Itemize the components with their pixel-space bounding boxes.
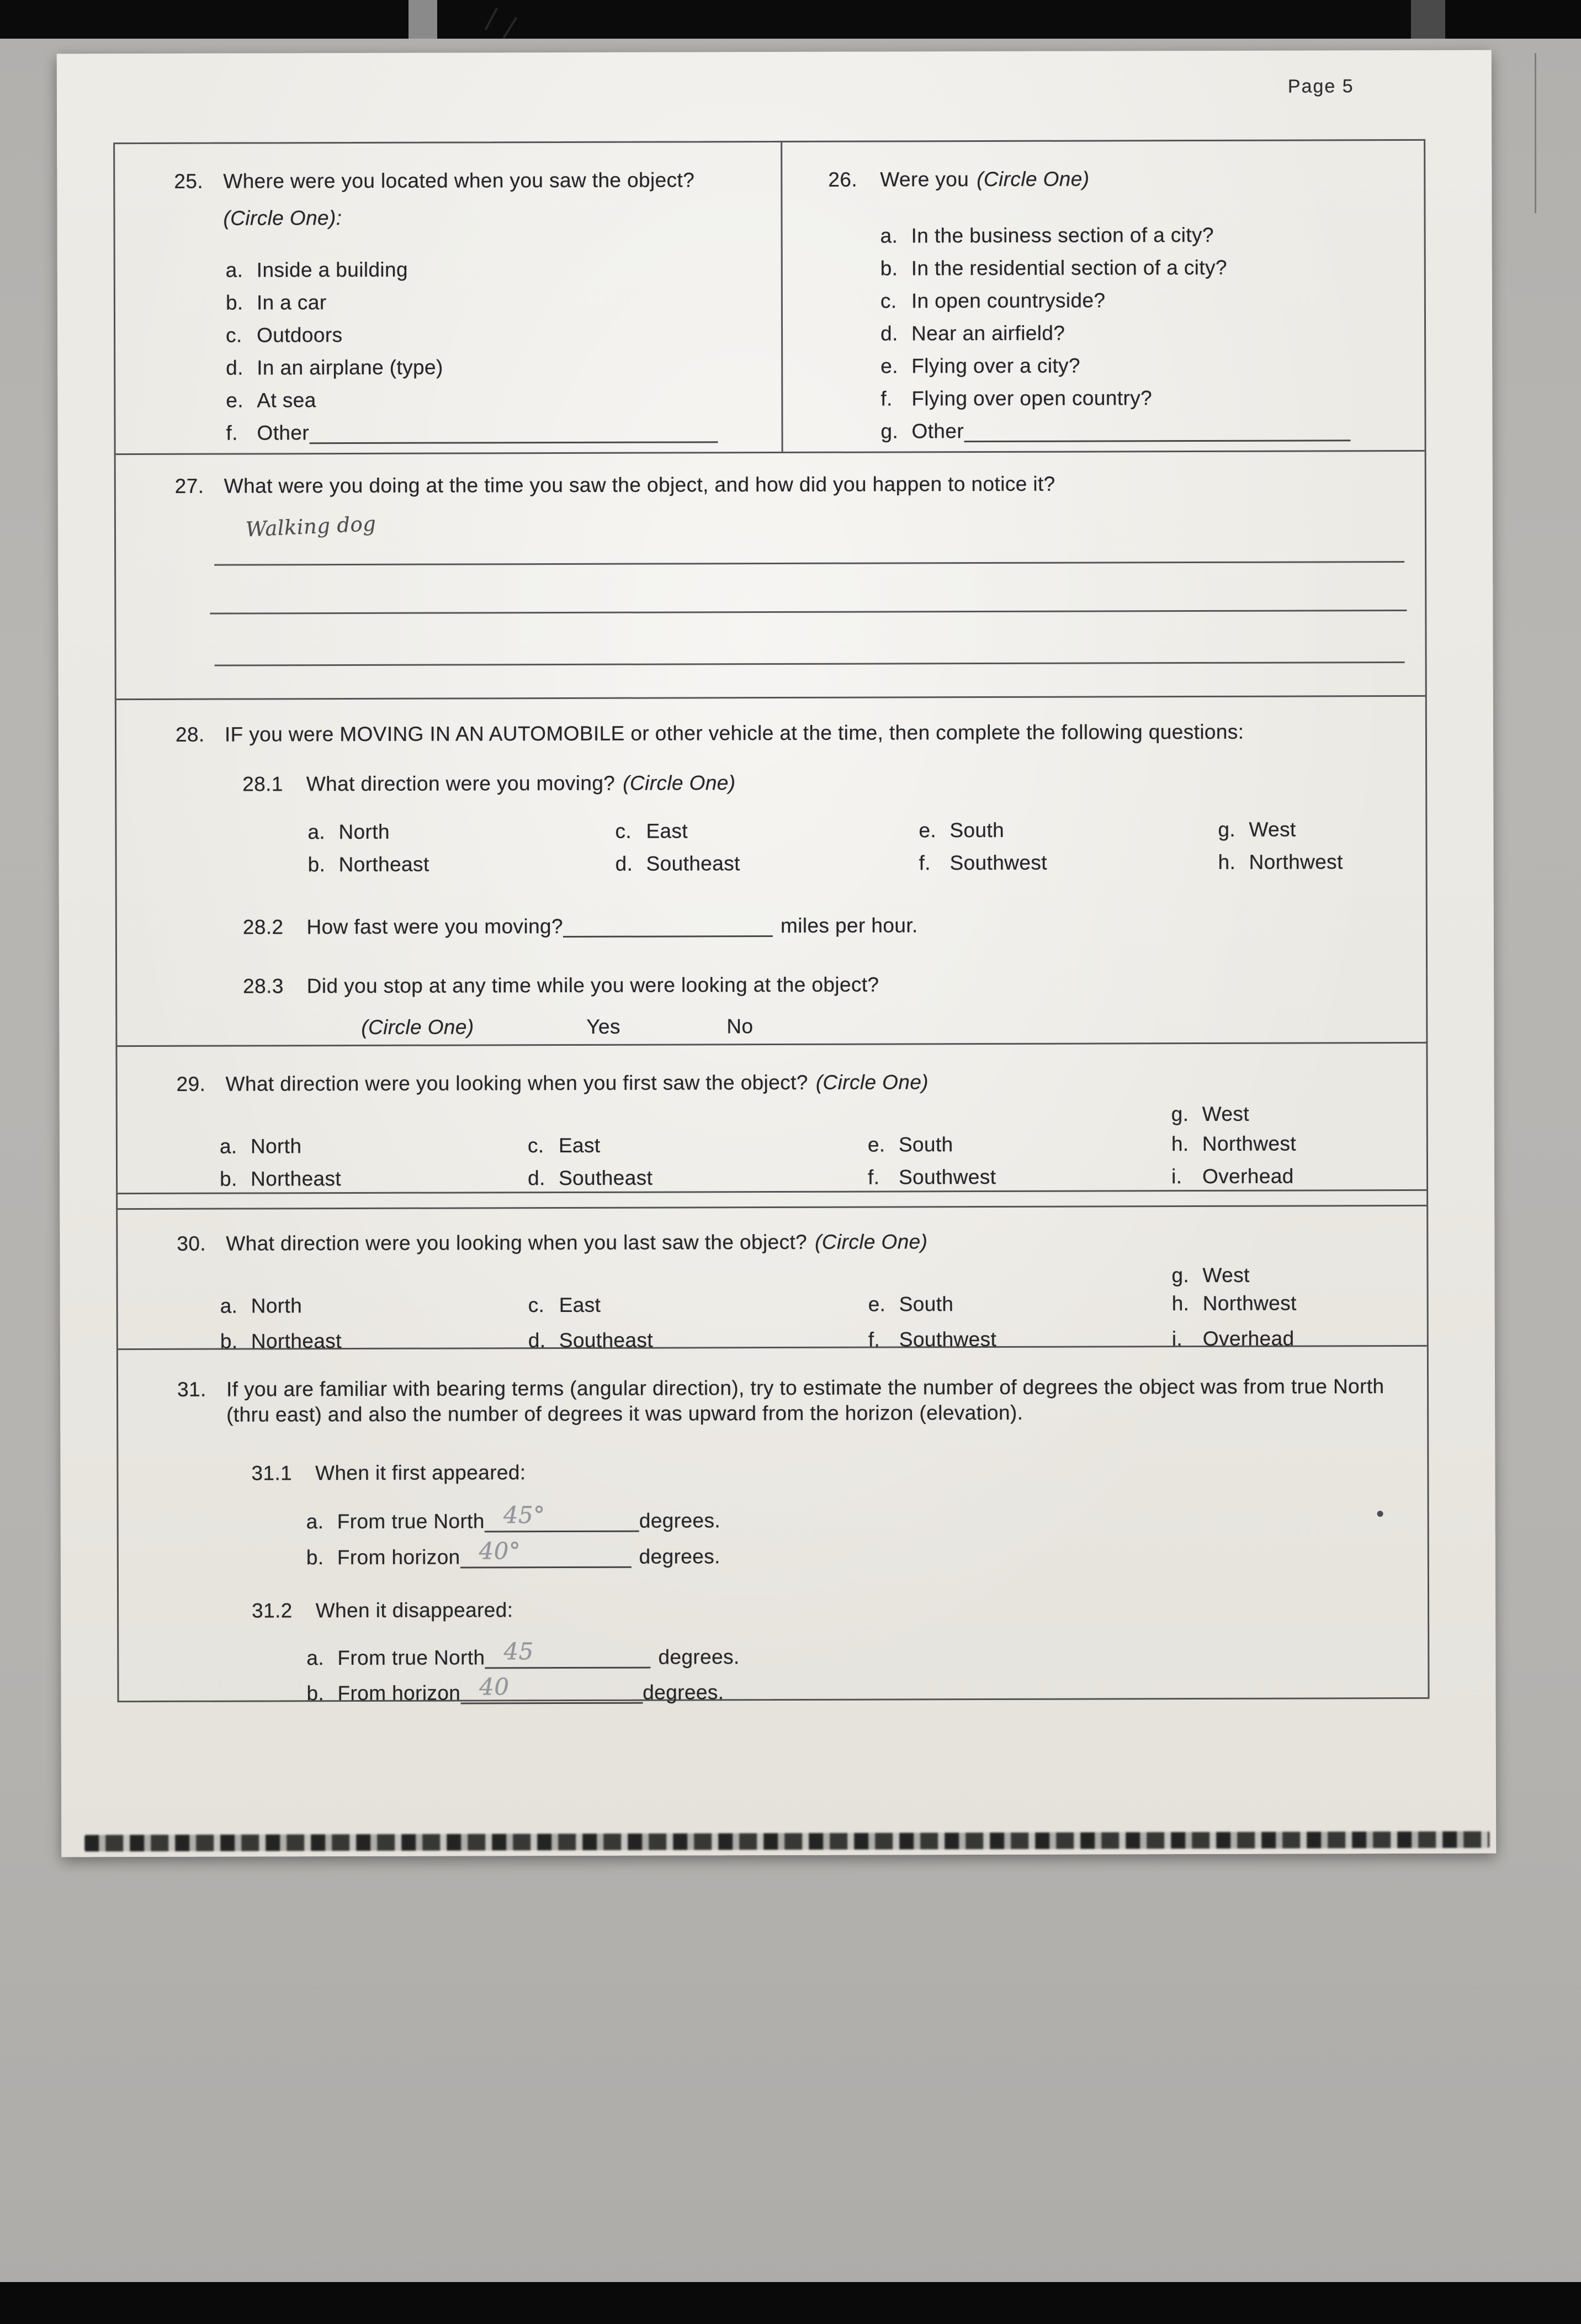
q28-number: 28.	[175, 723, 205, 746]
option-letter: g.	[1171, 1103, 1189, 1126]
q31-1-title	[251, 1460, 526, 1486]
field-suffix: degrees.	[643, 1681, 724, 1704]
option-label: Northwest	[1249, 850, 1343, 874]
q28-1-option-b	[308, 852, 429, 878]
field-label: From horizon	[337, 1545, 460, 1569]
option-label: Overhead	[1202, 1164, 1294, 1188]
option-label: In open countryside?	[911, 289, 1106, 313]
section-q25-q26	[115, 141, 1424, 455]
q25-title: Where were you located when you saw the object?	[223, 168, 695, 193]
handwritten-value: 40	[479, 1672, 510, 1700]
option-label: East	[646, 819, 688, 843]
option-label: West	[1249, 818, 1296, 841]
q28-2-suffix: miles per hour.	[780, 914, 918, 937]
q29-option-b	[220, 1166, 341, 1192]
q28-1-option-f	[919, 850, 1047, 876]
handwritten-value: 40°	[479, 1537, 521, 1564]
q29-title	[226, 1070, 929, 1097]
q28-3-title-text: Did you stop at any time while you were looking at the object?	[306, 973, 879, 998]
q31-number: 31.	[177, 1378, 206, 1401]
option-letter: d.	[615, 852, 633, 875]
q28-3-no: No	[726, 1015, 754, 1038]
scan-bottom-edge	[0, 2282, 1581, 2324]
q30-option-h	[1172, 1291, 1297, 1317]
q28-1-option-c	[615, 818, 688, 844]
option-label: At sea	[257, 389, 316, 412]
option-label: Inside a building	[256, 258, 408, 282]
option-label: Flying over open country?	[911, 387, 1153, 410]
q30-option-c	[528, 1293, 601, 1319]
column-divider	[781, 142, 783, 452]
option-label: West	[1202, 1263, 1250, 1287]
option-letter: f.	[919, 851, 931, 875]
option-label: Southwest	[899, 1327, 997, 1351]
option-letter: c.	[528, 1294, 545, 1317]
option-letter: d.	[226, 356, 243, 379]
other-blank-line	[309, 422, 718, 444]
option-label: Northeast	[251, 1330, 342, 1353]
q30-title	[226, 1229, 927, 1257]
section-q28	[116, 697, 1426, 1047]
option-label: In the residential section of a city?	[911, 256, 1227, 280]
q31-title: If you are familiar with bearing terms (angular direction), try to estimate the number of degrees the object was from true North (thru east) and also the number of degrees it was upward from the horizon (elevation).	[226, 1375, 1384, 1426]
field-label: From true North	[337, 1646, 485, 1670]
q27-title: What were you doing at the time you saw the object, and how did you happen to notice it?	[224, 472, 1055, 497]
section-q31	[118, 1347, 1428, 1705]
option-letter: e.	[868, 1293, 886, 1316]
q26-title	[880, 167, 1089, 193]
q28-1-title-text: What direction were you moving?	[306, 771, 616, 796]
option-label: Southeast	[559, 1328, 654, 1352]
q30-option-a	[220, 1293, 303, 1319]
q30-option-g	[1171, 1263, 1249, 1289]
option-letter: c.	[880, 289, 897, 313]
q31-1-title-text: When it first appeared:	[315, 1461, 526, 1485]
q28-1-option-h	[1218, 849, 1343, 875]
q29-option-a	[220, 1134, 302, 1160]
option-letter: a.	[306, 1647, 325, 1670]
option-letter: g.	[880, 420, 899, 443]
q26-option-e	[880, 353, 1080, 379]
q28-1-option-e	[919, 818, 1004, 844]
option-label: Other	[257, 421, 310, 444]
q25-circle-one: (Circle One):	[223, 207, 342, 230]
q30-circle-one: (Circle One)	[815, 1230, 928, 1253]
q29-option-c	[528, 1133, 601, 1159]
q29-number: 29.	[176, 1072, 206, 1095]
option-letter: f.	[880, 387, 893, 410]
option-letter: a.	[220, 1294, 238, 1317]
q26-number: 26.	[828, 168, 858, 191]
option-letter: c.	[527, 1134, 544, 1157]
option-letter: f.	[226, 421, 238, 444]
q29-option-d	[528, 1166, 652, 1192]
scan-speck	[1377, 1511, 1383, 1517]
option-label: Flying over a city?	[911, 354, 1081, 378]
answer-line	[215, 661, 1405, 666]
option-label: Overhead	[1202, 1327, 1294, 1350]
option-label: North	[251, 1294, 303, 1317]
answer-line	[214, 561, 1404, 566]
option-label: South	[899, 1293, 954, 1316]
field-suffix: degrees.	[639, 1509, 721, 1532]
q29-option-i	[1171, 1164, 1294, 1190]
q31-2-number: 31.2	[252, 1599, 293, 1622]
handwritten-value: 45	[503, 1637, 534, 1665]
q29-option-e	[868, 1132, 953, 1158]
option-letter: c.	[226, 324, 242, 347]
option-label: Southwest	[949, 851, 1047, 875]
option-letter: e.	[867, 1133, 885, 1156]
option-label: Northwest	[1202, 1132, 1297, 1155]
option-letter: e.	[919, 819, 937, 842]
q26-title-text: Were you	[880, 168, 969, 191]
scan-artifact-line	[1535, 53, 1536, 213]
q28-3-yes: Yes	[586, 1015, 620, 1038]
q26-option-c	[880, 288, 1106, 314]
q31-2-a	[306, 1637, 740, 1671]
option-label: North	[338, 820, 390, 844]
option-letter: b.	[306, 1682, 325, 1705]
option-label: Southwest	[899, 1165, 996, 1189]
option-letter: e.	[880, 354, 898, 378]
q28-1-option-a	[307, 819, 390, 845]
q31-2-title-text: When it disappeared:	[315, 1598, 513, 1622]
q28-3-circle-one: (Circle One)	[361, 1015, 474, 1039]
section-q27	[116, 452, 1425, 700]
option-label: North	[250, 1135, 302, 1158]
q28-1-option-g	[1218, 817, 1296, 843]
option-label: South	[949, 818, 1005, 842]
option-label: Southeast	[559, 1166, 653, 1190]
questionnaire-form	[113, 139, 1429, 1705]
q26-option-a	[880, 223, 1214, 249]
option-letter: b.	[307, 853, 326, 876]
option-letter: f.	[868, 1328, 880, 1351]
q31-1-number: 31.1	[251, 1462, 293, 1485]
option-label: In a car	[256, 291, 327, 314]
q27-handwritten-answer: Walking dog	[245, 511, 377, 542]
q26-option-f	[880, 385, 1152, 412]
option-label: West	[1202, 1102, 1250, 1125]
q28-3-title	[243, 972, 879, 999]
option-letter: f.	[868, 1166, 880, 1189]
q29-circle-one: (Circle One)	[815, 1071, 929, 1094]
q27-number: 27.	[174, 474, 204, 497]
option-letter: g.	[1218, 818, 1236, 841]
option-label: Outdoors	[257, 324, 343, 347]
q31-1-a	[306, 1501, 721, 1534]
option-letter: b.	[220, 1167, 237, 1190]
handwritten-value: 45°	[503, 1501, 545, 1528]
option-letter: a.	[880, 224, 898, 247]
option-label: In an airplane (type)	[257, 356, 443, 379]
scan-bottom-noise	[84, 1831, 1489, 1852]
option-label: Southeast	[646, 852, 740, 875]
degrees-blank-line	[485, 1501, 639, 1533]
speed-blank-line	[563, 916, 773, 938]
option-letter: b.	[880, 257, 898, 280]
q28-2-line	[243, 913, 918, 940]
q28-1-number: 28.1	[242, 772, 283, 796]
option-label: Northeast	[251, 1167, 342, 1190]
page-number-label: Page 5	[1287, 76, 1354, 97]
field-suffix: degrees.	[639, 1545, 720, 1568]
other-blank-line	[964, 420, 1350, 442]
option-letter: g.	[1171, 1264, 1190, 1287]
section-q29	[117, 1044, 1426, 1194]
option-label: Other	[911, 420, 964, 443]
option-letter: i.	[1171, 1327, 1183, 1351]
option-label: South	[898, 1133, 953, 1156]
option-letter: h.	[1171, 1132, 1189, 1156]
q31-2-b	[306, 1672, 724, 1706]
q26-option-g	[880, 417, 1350, 444]
q31-2-title	[252, 1597, 513, 1623]
option-letter: h.	[1218, 850, 1236, 874]
option-letter: c.	[615, 819, 632, 843]
answer-line	[210, 610, 1407, 615]
q25-option-e	[226, 388, 316, 414]
q25-option-c	[226, 322, 343, 348]
option-label: East	[559, 1293, 601, 1317]
q25-number: 25.	[174, 170, 204, 193]
q31-1-b	[306, 1537, 720, 1570]
field-suffix: degrees.	[658, 1645, 740, 1669]
q28-1-circle-one: (Circle One)	[623, 771, 736, 795]
option-letter: a.	[306, 1510, 324, 1533]
q28-1-title	[242, 770, 735, 797]
option-letter: a.	[225, 258, 243, 282]
q25-option-d	[226, 355, 443, 381]
option-letter: d.	[528, 1167, 545, 1190]
option-letter: b.	[225, 291, 243, 314]
option-letter: e.	[226, 389, 244, 412]
q29-option-g	[1171, 1102, 1249, 1127]
q28-1-option-d	[616, 851, 740, 877]
field-label: From horizon	[337, 1681, 461, 1705]
q25-option-b	[226, 290, 327, 316]
q30-title-text: What direction were you looking when you last saw the object?	[226, 1230, 808, 1255]
option-label: East	[558, 1134, 601, 1157]
q26-option-b	[880, 255, 1227, 282]
scan-top-edge	[0, 0, 1581, 39]
option-letter: a.	[219, 1135, 237, 1158]
q26-option-d	[880, 321, 1065, 347]
option-label: In the business section of a city?	[911, 223, 1214, 247]
q28-2-number: 28.2	[242, 915, 284, 939]
option-letter: i.	[1171, 1165, 1182, 1188]
option-letter: d.	[880, 322, 898, 345]
option-letter: b.	[220, 1330, 238, 1353]
degrees-blank-line	[485, 1637, 650, 1669]
degrees-blank-line	[460, 1672, 643, 1704]
q30-number: 30.	[177, 1232, 206, 1255]
q28-title: IF you were MOVING IN AN AUTOMOBILE or other vehicle at the time, then complete the following questions:	[224, 720, 1244, 746]
q29-title-text: What direction were you looking when you first saw the object?	[225, 1071, 808, 1095]
option-letter: b.	[306, 1546, 324, 1569]
option-label: Northwest	[1202, 1291, 1297, 1315]
q29-option-h	[1171, 1131, 1296, 1157]
q29-option-f	[868, 1164, 996, 1190]
degrees-blank-line	[460, 1537, 632, 1569]
scanned-page	[57, 50, 1497, 1857]
q25-option-f	[226, 419, 718, 446]
q26-circle-one: (Circle One)	[977, 167, 1090, 191]
option-letter: d.	[528, 1329, 546, 1352]
q30-option-e	[868, 1291, 954, 1317]
q28-2-prefix: How fast were you moving?	[306, 915, 564, 939]
option-letter: h.	[1171, 1292, 1190, 1315]
option-label: Near an airfield?	[911, 321, 1065, 345]
option-letter: a.	[307, 820, 326, 844]
option-label: Northeast	[338, 853, 429, 876]
q25-option-a	[226, 257, 408, 283]
field-label: From true North	[337, 1510, 485, 1533]
q28-3-number: 28.3	[243, 975, 284, 998]
section-q30	[118, 1206, 1427, 1353]
